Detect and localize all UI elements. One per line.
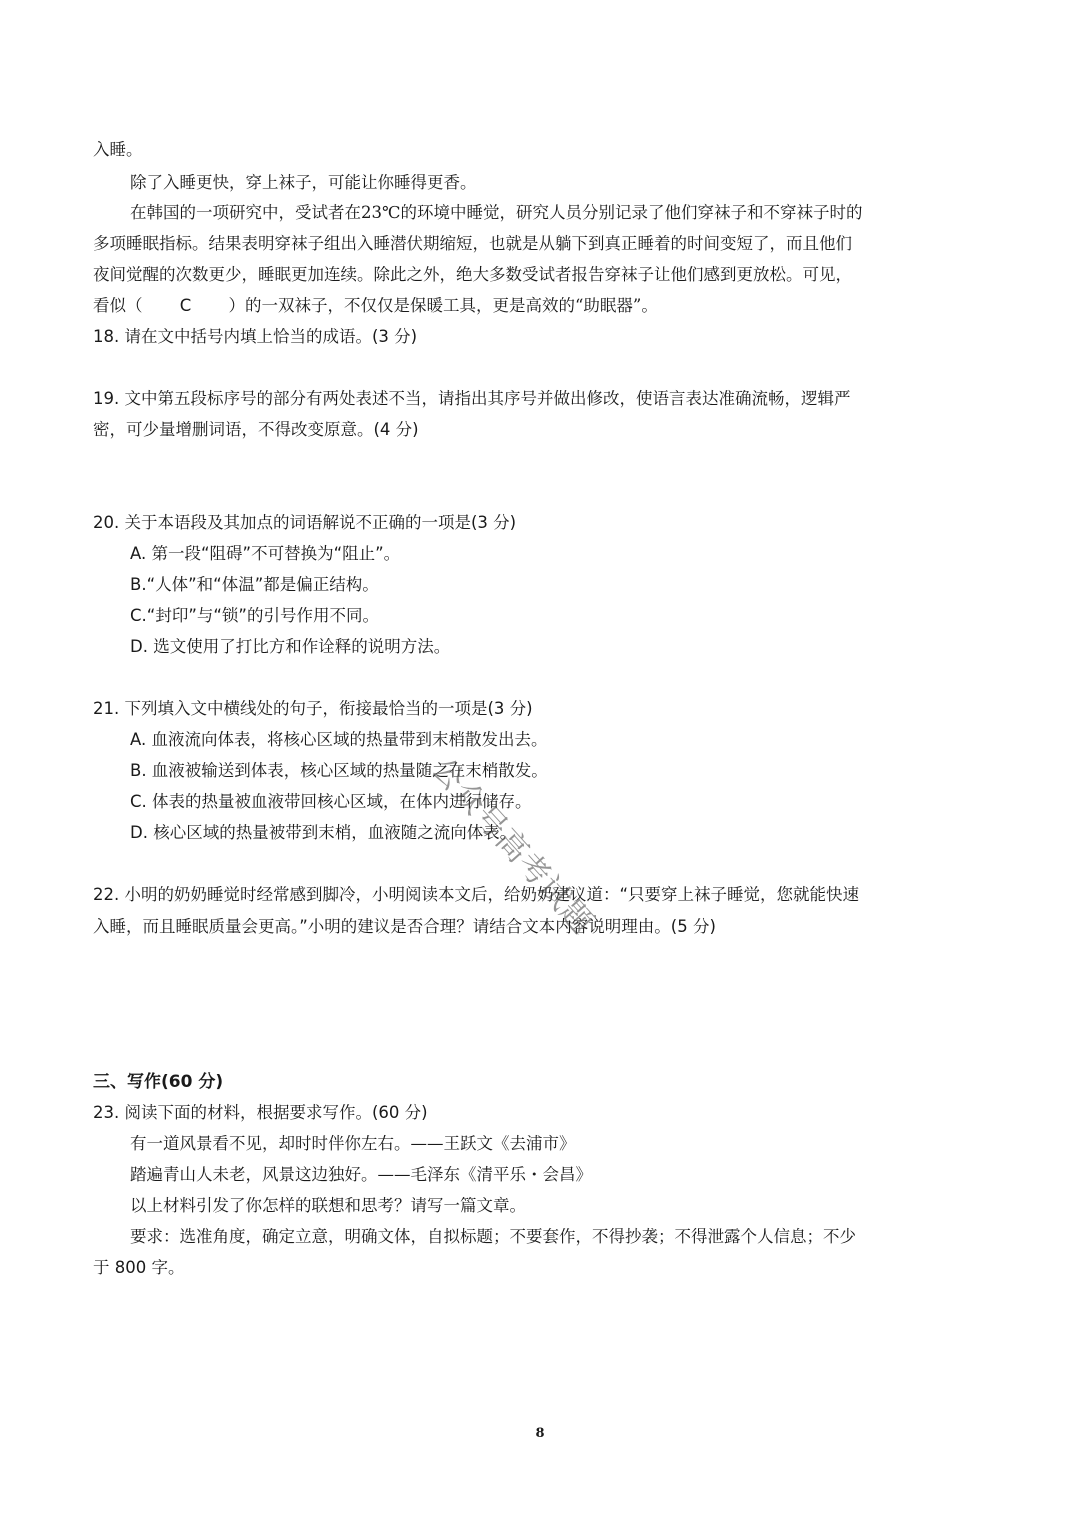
question-20-option-d: D. 选文使用了打比方和作诠释的说明方法。 (130, 637, 451, 656)
passage-line-6 (93, 295, 658, 317)
passage-line-1: 入睡。 (93, 140, 143, 159)
question-22-line-1: 22. 小明的奶奶睡觉时经常感到脚冷，小明阅读本文后，给奶奶建议道：“只要穿上袜子睡觉，您就能快速 (93, 885, 860, 904)
watermark: 公众号高考试题 (424, 750, 601, 942)
question-23-stem: 23. 阅读下面的材料，根据要求写作。(60 分) (93, 1103, 428, 1122)
question-23-prompt: 以上材料引发了你怎样的联想和思考？请写一篇文章。 (130, 1196, 526, 1215)
blank-answer: C (179, 296, 192, 315)
question-23-material-1: 有一道风景看不见，却时时伴你左右。——王跃文《去浦市》 (130, 1134, 576, 1153)
question-21-option-b: B. 血液被输送到体表，核心区域的热量随之在末梢散发。 (130, 761, 548, 780)
question-19-line-1: 19. 文中第五段标序号的部分有两处表述不当，请指出其序号并做出修改，使语言表达准确流畅，逻辑严 (93, 389, 851, 408)
question-18: 18. 请在文中括号内填上恰当的成语。(3 分) (93, 327, 418, 346)
passage-line-5: 夜间觉醒的次数更少，睡眠更加连续。除此之外，绝大多数受试者报告穿袜子让他们感到更放松。可见， (93, 265, 852, 284)
question-20-option-c: C.“封印”与“锁”的引号作用不同。 (130, 606, 379, 625)
passage-line-6-after: ）的一双袜子，不仅仅是保暖工具，更是高效的“助眠器”。 (228, 296, 658, 315)
question-19-line-2: 密，可少量增删词语，不得改变原意。(4 分) (93, 420, 419, 439)
passage-line-6-before: 看似（ (93, 296, 143, 315)
page-number: 8 (535, 1426, 545, 1441)
passage-line-3: 在韩国的一项研究中，受试者在23℃的环境中睡觉，研究人员分别记录了他们穿袜子和不穿袜子时的 (130, 203, 863, 222)
question-23-requirement-line-2: 于 800 字。 (93, 1258, 185, 1277)
question-23-requirement-line-1: 要求：选准角度，确定立意，明确文体，自拟标题；不要套作，不得抄袭；不得泄露个人信息；不少 (130, 1227, 856, 1246)
question-21-option-a: A. 血液流向体表，将核心区域的热量带到末梢散发出去。 (130, 730, 548, 749)
question-20-option-a: A. 第一段“阻碍”不可替换为“阻止”。 (130, 544, 401, 563)
question-21-stem: 21. 下列填入文中横线处的句子，衔接最恰当的一项是(3 分) (93, 699, 533, 718)
question-21-option-d: D. 核心区域的热量被带到末梢，血液随之流向体表。 (130, 823, 517, 842)
question-22-line-2: 入睡，而且睡眠质量会更高。”小明的建议是否合理？请结合文本内容说明理由。(5 分) (93, 917, 716, 936)
section-3-title: 三、写作(60 分) (93, 1072, 224, 1092)
question-21-option-c: C. 体表的热量被血液带回核心区域，在体内进行储存。 (130, 792, 532, 811)
question-20-stem: 20. 关于本语段及其加点的词语解说不正确的一项是(3 分) (93, 513, 517, 532)
question-23-material-2: 踏遍青山人未老，风景这边独好。——毛泽东《清平乐・会昌》 (130, 1165, 592, 1184)
question-20-option-b: B.“人体”和“体温”都是偏正结构。 (130, 575, 379, 594)
passage-line-2: 除了入睡更快，穿上袜子，可能让你睡得更香。 (130, 173, 477, 192)
passage-line-4: 多项睡眠指标。结果表明穿袜子组出入睡潜伏期缩短，也就是从躺下到真正睡着的时间变短了，而且他们 (93, 234, 852, 253)
